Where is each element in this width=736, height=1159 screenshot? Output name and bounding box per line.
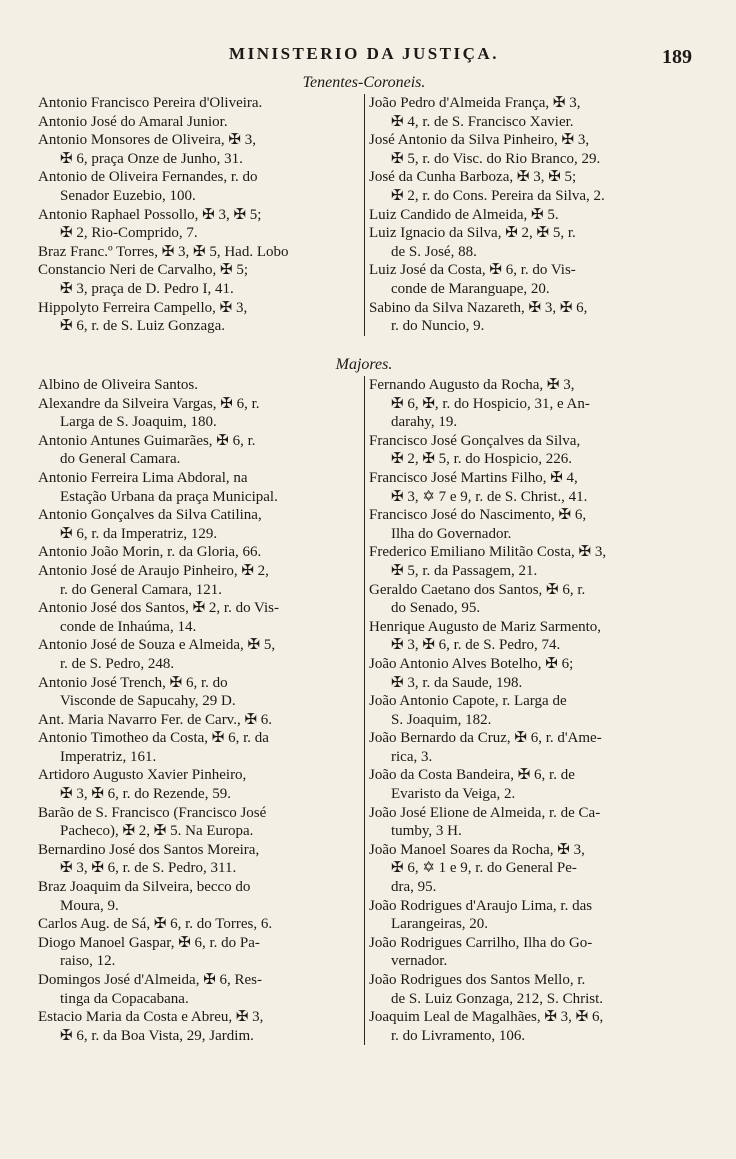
entry-continuation-line: darahy, 19. bbox=[391, 414, 458, 431]
directory-entry bbox=[38, 934, 360, 971]
entry-name-line: João Pedro d'Almeida França, ✠ 3, bbox=[369, 95, 581, 111]
directory-entry bbox=[38, 543, 360, 562]
entry-name-line: José da Cunha Barboza, ✠ 3, ✠ 5; bbox=[369, 169, 577, 186]
entry-name-line: Antonio Monsores de Oliveira, ✠ 3, bbox=[38, 132, 256, 149]
directory-entry bbox=[38, 432, 360, 469]
directory-entry bbox=[38, 206, 360, 243]
directory-entry bbox=[38, 562, 360, 599]
entry-name-line: Francisco José do Nascimento, ✠ 6, bbox=[369, 507, 587, 524]
entry-name-line: Barão de S. Francisco (Francisco José bbox=[38, 804, 267, 821]
entry-name-line: Henrique Augusto de Mariz Sarmento, bbox=[369, 618, 602, 635]
entry-continuation-line: ✠ 6, r. da Boa Vista, 29, Jardim. bbox=[60, 1027, 254, 1044]
directory-entry bbox=[369, 224, 690, 261]
entry-continuation-line: de S. Luiz Gonzaga, 212, S. Christ. bbox=[391, 990, 604, 1007]
directory-entry bbox=[38, 636, 360, 673]
entry-continuation-line: r. do Livramento, 106. bbox=[391, 1027, 526, 1044]
directory-entry bbox=[369, 261, 690, 298]
entry-name-line: Joaquim Leal de Magalhães, ✠ 3, ✠ 6, bbox=[369, 1009, 604, 1026]
entry-continuation-line: S. Joaquim, 182. bbox=[391, 711, 492, 728]
entry-continuation-line: ✠ 4, r. de S. Francisco Xavier. bbox=[391, 113, 574, 130]
entry-continuation-line: Evaristo da Veiga, 2. bbox=[391, 786, 516, 803]
entry-continuation-line: ✠ 2, ✠ 5, r. do Hospicio, 226. bbox=[391, 451, 572, 468]
left-column bbox=[36, 376, 364, 1045]
entry-continuation-line: conde de Maranguape, 20. bbox=[391, 280, 550, 297]
entry-continuation-line: raiso, 12. bbox=[60, 953, 116, 970]
entry-continuation-line: de S. José, 88. bbox=[391, 243, 477, 260]
directory-entry bbox=[369, 934, 690, 971]
entry-name-line: Geraldo Caetano dos Santos, ✠ 6, r. bbox=[369, 581, 586, 598]
entry-name-line: Antonio José dos Santos, ✠ 2, r. do Vis- bbox=[38, 600, 279, 617]
directory-entry bbox=[369, 804, 690, 841]
entry-continuation-line: do Senado, 95. bbox=[391, 600, 481, 617]
entry-name-line: Alexandre da Silveira Vargas, ✠ 6, r. bbox=[38, 395, 260, 412]
directory-entry bbox=[369, 469, 690, 506]
entry-name-line: Domingos José d'Almeida, ✠ 6, Res- bbox=[38, 972, 263, 988]
entry-continuation-line: ✠ 6, ✡ 1 e 9, r. do General Pe- bbox=[391, 860, 577, 877]
entry-continuation-line: vernador. bbox=[391, 953, 448, 970]
entry-continuation-line: ✠ 6, r. de S. Luiz Gonzaga. bbox=[60, 318, 226, 335]
entry-continuation-line: do General Camara. bbox=[60, 451, 181, 468]
entry-continuation-line: Estação Urbana da praça Municipal. bbox=[60, 488, 278, 505]
directory-entry bbox=[38, 131, 360, 168]
entry-continuation-line: ✠ 3, r. da Saude, 198. bbox=[391, 674, 523, 691]
entry-continuation-line: r. do General Camara, 121. bbox=[60, 581, 223, 598]
directory-entry bbox=[38, 729, 360, 766]
directory-entry bbox=[38, 766, 360, 803]
entry-name-line: Francisco José Gonçalves da Silva, bbox=[369, 432, 581, 449]
entry-continuation-line: tinga da Copacabana. bbox=[60, 990, 189, 1007]
entry-continuation-line: Moura, 9. bbox=[60, 897, 119, 914]
entry-continuation-line: ✠ 6, ✠, r. do Hospicio, 31, e An- bbox=[391, 395, 590, 412]
entry-name-line: Diogo Manoel Gaspar, ✠ 6, r. do Pa- bbox=[38, 934, 260, 951]
entry-name-line: Francisco José Martins Filho, ✠ 4, bbox=[369, 469, 578, 486]
entry-continuation-line: Imperatriz, 161. bbox=[60, 748, 157, 765]
entry-name-line: Antonio Raphael Possollo, ✠ 3, ✠ 5; bbox=[38, 206, 262, 223]
directory-entry bbox=[369, 971, 690, 1008]
entry-continuation-line: ✠ 3, ✠ 6, r. do Rezende, 59. bbox=[60, 786, 231, 803]
entry-continuation-line: ✠ 3, ✠ 6, r. de S. Pedro, 74. bbox=[391, 637, 561, 654]
directory-entry bbox=[369, 897, 690, 934]
entry-continuation-line: ✠ 3, praça de D. Pedro I, 41. bbox=[60, 280, 234, 297]
entry-name-line: Antonio José Trench, ✠ 6, r. do bbox=[38, 674, 228, 691]
entry-name-line: Luiz José da Costa, ✠ 6, r. do Vis- bbox=[369, 262, 576, 279]
directory-entry bbox=[369, 581, 690, 618]
directory-entry bbox=[369, 168, 690, 205]
entry-continuation-line: ✠ 6, praça Onze de Junho, 31. bbox=[60, 150, 243, 167]
directory-entry bbox=[38, 711, 360, 730]
directory-entry bbox=[369, 543, 690, 580]
directory-entry bbox=[38, 841, 360, 878]
entry-name-line: Antonio João Morin, r. da Gloria, 66. bbox=[38, 544, 262, 561]
entry-name-line: João Antonio Capote, r. Larga de bbox=[369, 693, 567, 710]
entry-name-line: Antonio de Oliveira Fernandes, r. do bbox=[38, 169, 258, 186]
directory-entry bbox=[38, 299, 360, 336]
entry-continuation-line: Ilha do Governador. bbox=[391, 525, 512, 542]
directory-entry bbox=[38, 376, 360, 395]
entry-continuation-line: Larangeiras, 20. bbox=[391, 916, 489, 933]
directory-entry bbox=[38, 395, 360, 432]
directory-entry bbox=[369, 506, 690, 543]
entry-continuation-line: tumby, 3 H. bbox=[391, 823, 462, 840]
right-column bbox=[364, 94, 692, 336]
directory-entry bbox=[369, 131, 690, 168]
directory-entry bbox=[369, 618, 690, 655]
running-title: MINISTERIO DA JUSTIÇA. bbox=[229, 44, 499, 63]
entry-continuation-line: ✠ 3, ✡ 7 e 9, r. de S. Christ., 41. bbox=[391, 488, 588, 505]
entry-continuation-line: dra, 95. bbox=[391, 879, 437, 896]
entry-name-line: Sabino da Silva Nazareth, ✠ 3, ✠ 6, bbox=[369, 299, 588, 316]
page-header bbox=[36, 38, 692, 70]
entry-continuation-line: Visconde de Sapucahy, 29 D. bbox=[60, 693, 236, 710]
page-number: 189 bbox=[662, 46, 692, 68]
entry-name-line: Antonio Ferreira Lima Abdoral, na bbox=[38, 469, 248, 486]
right-column bbox=[364, 376, 692, 1045]
directory-entry bbox=[38, 599, 360, 636]
entry-continuation-line: ✠ 5, r. do Visc. do Rio Branco, 29. bbox=[391, 150, 601, 167]
directory-entry bbox=[369, 692, 690, 729]
entry-name-line: João da Costa Bandeira, ✠ 6, r. de bbox=[369, 767, 575, 784]
directory-entry bbox=[369, 299, 690, 336]
entry-name-line: Antonio Timotheo da Costa, ✠ 6, r. da bbox=[38, 730, 269, 747]
entry-continuation-line: Larga de S. Joaquim, 180. bbox=[60, 414, 217, 431]
directory-entry bbox=[369, 206, 690, 225]
directory-entry bbox=[38, 878, 360, 915]
directory-entry bbox=[38, 506, 360, 543]
directory-entry bbox=[38, 674, 360, 711]
entry-name-line: João Manoel Soares da Rocha, ✠ 3, bbox=[369, 841, 585, 858]
section-majores bbox=[36, 376, 692, 1045]
entry-continuation-line: r. do Nuncio, 9. bbox=[391, 318, 485, 335]
directory-entry bbox=[369, 432, 690, 469]
entry-name-line: Fernando Augusto da Rocha, ✠ 3, bbox=[369, 377, 575, 393]
section-title-majores: Majores. bbox=[335, 356, 393, 373]
entry-name-line: João Antonio Alves Botelho, ✠ 6; bbox=[369, 655, 574, 672]
entry-continuation-line: ✠ 5, r. da Passagem, 21. bbox=[391, 562, 538, 579]
directory-entry bbox=[38, 915, 360, 934]
entry-name-line: Antonio José do Amaral Junior. bbox=[38, 113, 228, 130]
directory-entry bbox=[369, 841, 690, 897]
entry-name-line: Ant. Maria Navarro Fer. de Carv., ✠ 6. bbox=[38, 711, 273, 728]
entry-name-line: Constancio Neri de Carvalho, ✠ 5; bbox=[38, 262, 249, 279]
entry-name-line: João Rodrigues d'Araujo Lima, r. das bbox=[369, 897, 593, 914]
entry-continuation-line: conde de Inhaúma, 14. bbox=[60, 618, 197, 635]
directory-entry bbox=[38, 168, 360, 205]
entry-name-line: João José Elione de Almeida, r. de Ca- bbox=[369, 804, 601, 821]
left-column bbox=[36, 94, 364, 336]
entry-name-line: Artidoro Augusto Xavier Pinheiro, bbox=[38, 767, 247, 784]
entry-name-line: João Bernardo da Cruz, ✠ 6, r. d'Ame- bbox=[369, 730, 602, 747]
directory-entry bbox=[38, 243, 360, 262]
entry-name-line: Estacio Maria da Costa e Abreu, ✠ 3, bbox=[38, 1009, 264, 1026]
section-title-tenentes-coroneis: Tenentes-Coroneis. bbox=[302, 74, 426, 91]
directory-entry bbox=[369, 94, 690, 131]
entry-continuation-line: ✠ 2, Rio-Comprido, 7. bbox=[60, 225, 198, 242]
entry-continuation-line: Pacheco), ✠ 2, ✠ 5. Na Europa. bbox=[60, 823, 254, 840]
entry-name-line: Bernardino José dos Santos Moreira, bbox=[38, 841, 260, 858]
directory-entry bbox=[369, 729, 690, 766]
entry-name-line: Albino de Oliveira Santos. bbox=[38, 377, 198, 393]
entry-name-line: Braz Franc.º Torres, ✠ 3, ✠ 5, Had. Lobo bbox=[38, 243, 289, 260]
directory-entry bbox=[38, 94, 360, 113]
entry-name-line: João Rodrigues dos Santos Mello, r. bbox=[369, 972, 586, 988]
section-tenentes-coroneis bbox=[36, 94, 692, 336]
entry-name-line: Braz Joaquim da Silveira, becco do bbox=[38, 879, 251, 896]
entry-name-line: Antonio José de Araujo Pinheiro, ✠ 2, bbox=[38, 562, 269, 579]
entry-continuation-line: ✠ 2, r. do Cons. Pereira da Silva, 2. bbox=[391, 187, 605, 204]
directory-entry bbox=[38, 469, 360, 506]
entry-continuation-line: rica, 3. bbox=[391, 748, 433, 765]
directory-entry bbox=[38, 261, 360, 298]
directory-entry bbox=[369, 376, 690, 432]
directory-entry bbox=[369, 655, 690, 692]
directory-entry bbox=[369, 1008, 690, 1045]
directory-entry bbox=[369, 766, 690, 803]
entry-continuation-line: ✠ 6, r. da Imperatriz, 129. bbox=[60, 525, 218, 542]
entry-name-line: Antonio José de Souza e Almeida, ✠ 5, bbox=[38, 637, 276, 654]
entry-name-line: Antonio Gonçalves da Silva Catilina, bbox=[38, 507, 262, 524]
entry-name-line: Frederico Emiliano Militão Costa, ✠ 3, bbox=[369, 544, 607, 561]
entry-name-line: Antonio Francisco Pereira d'Oliveira. bbox=[38, 95, 263, 111]
entry-continuation-line: r. de S. Pedro, 248. bbox=[60, 655, 175, 672]
entry-name-line: Luiz Candido de Almeida, ✠ 5. bbox=[369, 206, 559, 223]
entry-name-line: Carlos Aug. de Sá, ✠ 6, r. do Torres, 6. bbox=[38, 916, 273, 933]
entry-name-line: Hippolyto Ferreira Campello, ✠ 3, bbox=[38, 299, 248, 316]
entry-name-line: Antonio Antunes Guimarães, ✠ 6, r. bbox=[38, 432, 256, 449]
entry-continuation-line: Senador Euzebio, 100. bbox=[60, 187, 196, 204]
entry-continuation-line: ✠ 3, ✠ 6, r. de S. Pedro, 311. bbox=[60, 860, 237, 877]
directory-entry bbox=[38, 971, 360, 1008]
directory-entry bbox=[38, 804, 360, 841]
entry-name-line: José Antonio da Silva Pinheiro, ✠ 3, bbox=[369, 132, 590, 149]
directory-entry bbox=[38, 1008, 360, 1045]
entry-name-line: Luiz Ignacio da Silva, ✠ 2, ✠ 5, r. bbox=[369, 225, 576, 242]
entry-name-line: João Rodrigues Carrilho, Ilha do Go- bbox=[369, 934, 593, 951]
directory-entry bbox=[38, 113, 360, 132]
